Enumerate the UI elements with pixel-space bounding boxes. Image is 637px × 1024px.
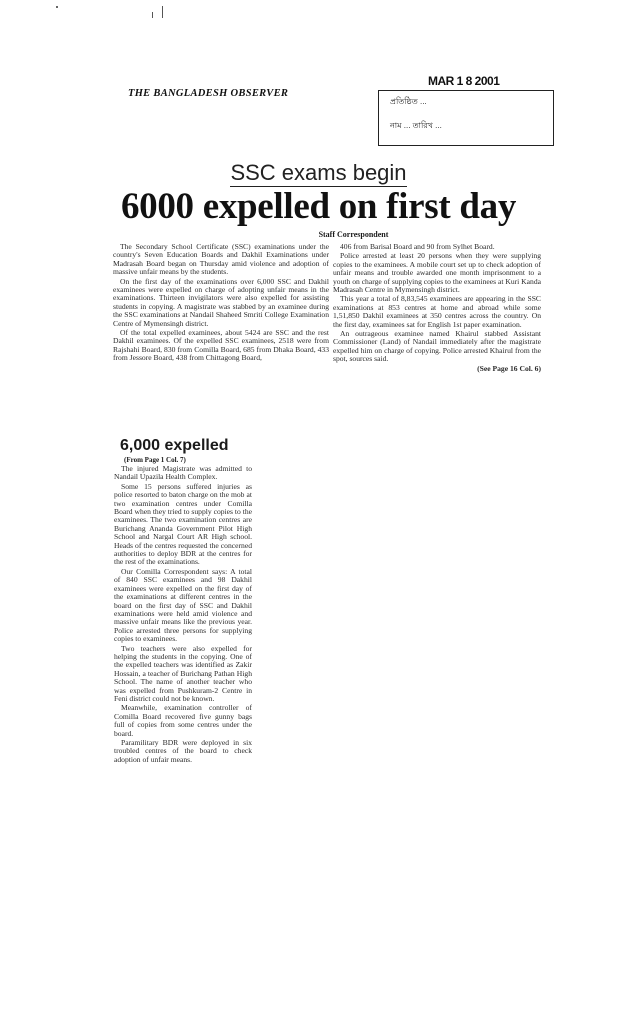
continued-from: (From Page 1 Col. 7) (124, 456, 186, 464)
paragraph: Two teachers were also expelled for helping the students in the copying. One of the expelled teachers was identified as Zakir Hossain, a teacher of Burichang Pathan High School. The name of another teacher who was expelled from Pushkuram-2 Centre in Feni district could not be known. (114, 643, 252, 703)
paragraph: This year a total of 8,83,545 examinees are appearing in the SSC examinations at 853 centres at home and abroad while some 1,51,850 Dakhil examinees at 350 centres across the country. On the first day, examinees sat for English 1st paper examination. (333, 294, 541, 329)
paragraph: Police arrested at least 20 persons when they were supplying copies to the examinees. A mobile court set up to check adoption of unfair means and trouble awarded one month imprisonment to a youth on charge of supplying copies to the examinees at Kuri Kanda Madrasah Centre in Mymensingh district. (333, 251, 541, 295)
paragraph: Our Comilla Correspondent says: A total of 840 SSC examinees and 98 Dakhil examinees were expelled on the first day of the examinations at different centres in the board on the first day of SSC and Dakhil examinations were held amid violence and massive unfair means like the previous year. Police arrested three persons for supplying copies to examinees. (114, 566, 252, 644)
stamp-text: নাম ... তারিখ ... (390, 121, 442, 130)
paragraph: The Secondary School Certificate (SSC) examinations under the country's Seven Education Boards and Dakhil Examinations under Madrasah Board began on Thursday amid violence and adoption of massive unfair means by the students. (113, 243, 329, 277)
article-column-1 (113, 243, 329, 391)
paragraph: Paramilitary BDR were deployed in six troubled centres of the board to check adoption of unfair means. (114, 738, 252, 764)
continued-column (114, 465, 252, 910)
scan-mark (162, 6, 163, 18)
continued-heading: 6,000 expelled (120, 437, 229, 454)
paragraph: Of the total expelled examinees, about 5424 are SSC and the rest Dakhil examinees. Of the expelled SSC examinees, 2518 were from Rajshahi Board, 830 from Comilla Board, 685 from Dhaka Board, 433 from Jessore Board, 438 from Chittagong Board, (113, 328, 329, 363)
stamp-text: প্রতিষ্ঠিত ... (390, 97, 427, 106)
paragraph: An outrageous examinee named Khairul stabbed Assistant Commissioner (Land) of Nandail immediately after the magistrate expelled him on charge of copying. Police arrested Khairul from the spot, sources said. (333, 329, 541, 364)
scan-mark (152, 12, 153, 18)
paragraph: On the first day of the examinations over 6,000 SSC and Dakhil examinees were expelled on charge of adopting unfair means in the examinations. Thirteen invigilators were also expelled for assisting students in copying. A magistrate was stabbed by an examinee during the SSC examinations at Nandail Shaheed Smriti College Examination Centre of Mymensingh district. (113, 276, 329, 328)
newspaper-masthead: THE BANGLADESH OBSERVER (128, 88, 289, 99)
scan-mark (56, 6, 58, 8)
paragraph: 406 from Barisal Board and 90 from Sylhet Board. (340, 243, 495, 251)
stamp-date: MAR 1 8 2001 (428, 74, 500, 88)
paragraph: The injured Magistrate was admitted to Nandail Upazila Health Complex. (114, 465, 252, 482)
paragraph: Meanwhile, examination controller of Comilla Board recovered five gunny bags full of copies from some centres under the board. (114, 703, 252, 738)
byline: Staff Correspondent (318, 230, 389, 239)
article-column-2 (333, 243, 541, 415)
paragraph: Some 15 persons suffered injuries as police resorted to baton charge on the mob at two examination centres under Comilla Board when they tried to supply copies to the examinees. The two examination centres are Burichang Ananda Government Pilot High School and Nargal Court AR High school. Heads of the centres requested the concerned authorities to deploy BDR at the centres for the rest of the examinations. (114, 481, 252, 567)
kicker-heading: SSC exams begin (230, 160, 407, 185)
headline: 6000 expelled on first day (120, 186, 517, 227)
jump-reference: (See Page 16 Col. 6) (477, 363, 541, 373)
